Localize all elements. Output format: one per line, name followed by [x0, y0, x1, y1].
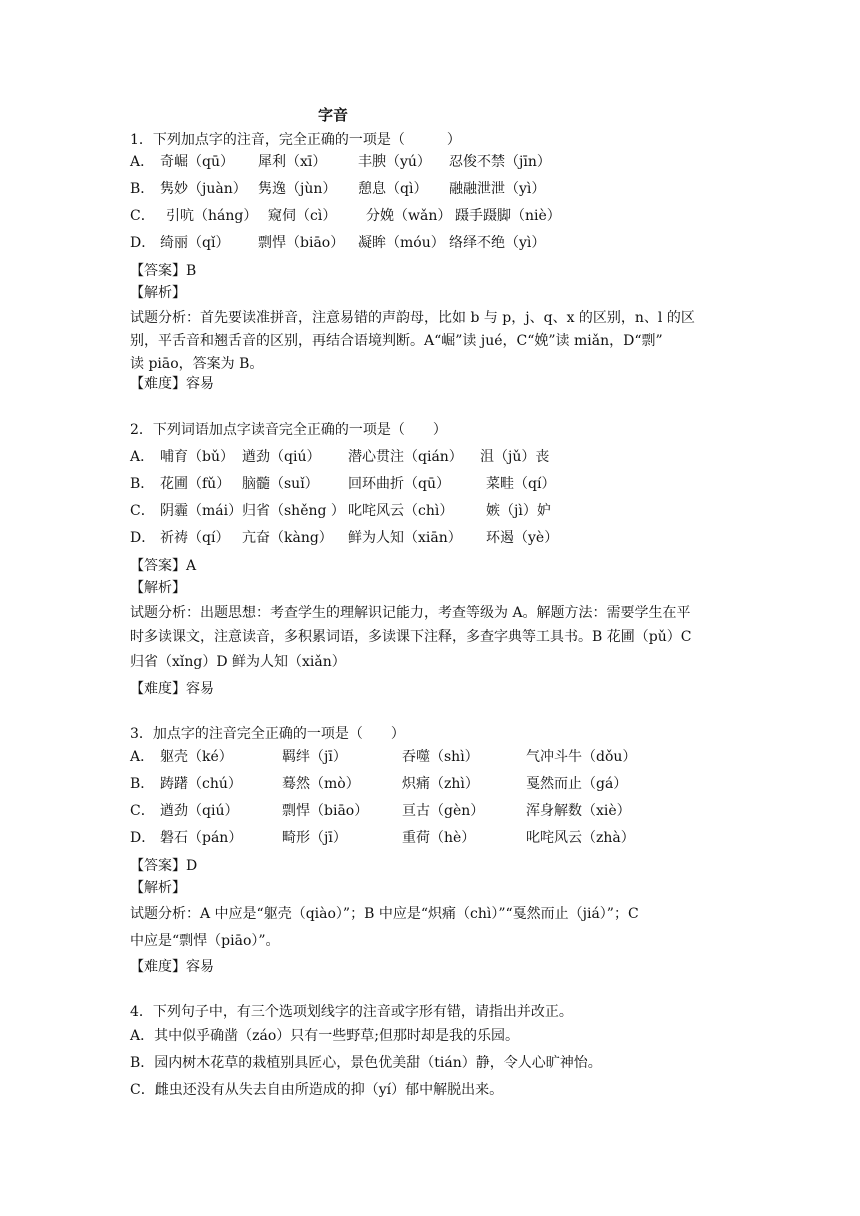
- q3-analysis-line: 试题分析：A 中应是“躯壳（qiào）”；B 中应是“炽痛（chì）”“戛然而止（jiá）”；C: [130, 906, 639, 922]
- q4-line: C．雌虫还没有从失去自由所造成的抑（yí）郁中解脱出来。: [130, 1082, 504, 1098]
- q3-answer: 【答案】D: [130, 858, 198, 874]
- q1-option-b: [130, 180, 730, 198]
- option-label: A．: [130, 449, 155, 465]
- q2-stem: 2．下列词语加点字读音完全正确的一项是（ ）: [130, 422, 447, 438]
- option-label: D．: [130, 530, 156, 546]
- option-item: 亘古（gèn）: [402, 803, 485, 819]
- option-label: A．: [130, 154, 155, 170]
- option-item: 绮丽（qǐ）: [160, 235, 230, 251]
- q3-stem: 3．加点字的注音完全正确的一项是（ ）: [130, 726, 405, 742]
- q2-analysis-line: 试题分析：出题思想：考查学生的理解识记能力，考查等级为 A。解题方法：需要学生在平: [130, 605, 691, 621]
- q2-answer: 【答案】A: [130, 558, 197, 574]
- page-title: 字音: [318, 106, 349, 124]
- option-item: 隽逸（jùn）: [258, 181, 337, 197]
- option-label: B．: [130, 476, 155, 492]
- option-item: 磐石（pán）: [160, 830, 243, 846]
- option-item: 凝眸（móu）: [358, 235, 445, 251]
- option-item: 窥伺（cì）: [268, 208, 337, 224]
- option-label: A．: [130, 749, 155, 765]
- option-item: 融融泄泄（yì）: [449, 181, 546, 197]
- q1-option-c: [130, 207, 730, 225]
- option-item: 浑身解数（xiè）: [526, 803, 631, 819]
- q1-analysis-line: 试题分析：首先要读准拼音，注意易错的声韵母，比如 b 与 p，j、q、x 的区别，n、l 的区: [130, 310, 695, 326]
- option-item: 隽妙（juàn）: [160, 181, 247, 197]
- option-item: 嫉（jì）妒: [486, 503, 551, 519]
- option-item: 躯壳（ké）: [160, 749, 233, 765]
- option-item: 分娩（wǎn）: [366, 208, 452, 224]
- option-item: 引吭（háng）: [166, 208, 258, 224]
- option-item: 重荷（hè）: [402, 830, 476, 846]
- option-item: 奇崛（qū）: [160, 154, 234, 170]
- option-label: B．: [130, 776, 155, 792]
- option-item: 回环曲折（qū）: [348, 476, 450, 492]
- option-item: 犀利（xī）: [258, 154, 327, 170]
- option-item: 环遏（yè）: [486, 530, 559, 546]
- q2-option-d: [130, 529, 730, 547]
- option-label: D．: [130, 235, 156, 251]
- q2-option-c: [130, 502, 730, 520]
- option-item: 气冲斗牛（dǒu）: [526, 749, 637, 765]
- option-item: 剽悍（biāo）: [282, 803, 369, 819]
- option-item: 蓦然（mò）: [282, 776, 360, 792]
- q1-difficulty: 【难度】容易: [130, 376, 214, 392]
- option-item: 归省（shěng ）: [242, 503, 345, 519]
- q1-analysis-head: 【解析】: [130, 285, 186, 301]
- q3-analysis-line: 中应是“剽悍（piāo）”。: [130, 933, 280, 949]
- q2-analysis-head: 【解析】: [130, 580, 186, 596]
- option-item: 遒劲（qiú）: [160, 803, 239, 819]
- q2-option-a: [130, 448, 730, 466]
- option-label: C．: [130, 803, 155, 819]
- q4-line: A．其中似乎确凿（záo）只有一些野草;但那时却是我的乐园。: [130, 1028, 519, 1044]
- option-item: 憩息（qì）: [358, 181, 428, 197]
- q3-option-c: [130, 802, 730, 820]
- q3-option-a: [130, 748, 730, 766]
- q1-option-a: [130, 153, 730, 171]
- option-item: 花圃（fǔ）: [160, 476, 231, 492]
- q1-analysis-line: 别，平舌音和翘舌音的区别，再结合语境判断。A“崛”读 jué，C“娩”读 miǎn，D“剽”: [130, 333, 663, 349]
- q3-option-d: [130, 829, 730, 847]
- q4-line: B．园内树木花草的栽植别具匠心，景色优美甜（tián）静，令人心旷神怡。: [130, 1055, 602, 1071]
- q1-stem: 1．下列加点字的注音，完全正确的一项是（ ）: [130, 132, 461, 148]
- option-item: 哺育（bǔ）: [160, 449, 234, 465]
- option-item: 脑髓（suǐ）: [242, 476, 319, 492]
- q4-stem: 4．下列句子中，有三个选项划线字的注音或字形有错，请指出并改正。: [130, 1004, 573, 1020]
- option-item: 蹑手蹑脚（niè）: [455, 208, 561, 224]
- option-label: D．: [130, 830, 156, 846]
- option-item: 祈祷（qí）: [160, 530, 230, 546]
- q1-analysis-line: 读 piāo，答案为 B。: [130, 356, 264, 372]
- q2-analysis-line: 时多读课文，注意读音，多积累词语，多读课下注释，多查字典等工具书。B 花圃（pǔ）C: [130, 629, 692, 645]
- option-item: 潜心贯注（qián）: [348, 449, 463, 465]
- option-item: 沮（jǔ）丧: [480, 449, 550, 465]
- q3-option-b: [130, 775, 730, 793]
- option-item: 踌躇（chú）: [160, 776, 242, 792]
- option-item: 亢奋（kàng）: [242, 530, 333, 546]
- option-item: 络绎不绝（yì）: [449, 235, 546, 251]
- option-item: 畸形（jī）: [282, 830, 347, 846]
- option-item: 丰腴（yú）: [358, 154, 431, 170]
- option-item: 叱咤风云（chì）: [348, 503, 454, 519]
- option-item: 忍俊不禁（jīn）: [449, 154, 551, 170]
- q3-analysis-head: 【解析】: [130, 880, 186, 896]
- option-item: 剽悍（biāo）: [258, 235, 345, 251]
- q2-difficulty: 【难度】容易: [130, 681, 214, 697]
- q3-difficulty: 【难度】容易: [130, 959, 214, 975]
- option-item: 羁绊（jī）: [282, 749, 347, 765]
- option-item: 菜畦（qí）: [486, 476, 556, 492]
- q2-option-b: [130, 475, 730, 493]
- option-label: C．: [130, 503, 155, 519]
- option-item: 遒劲（qiú）: [242, 449, 321, 465]
- option-item: 叱咤风云（zhà）: [526, 830, 635, 846]
- option-item: 鲜为人知（xiān）: [348, 530, 462, 546]
- option-item: 阴霾（mái）: [160, 503, 243, 519]
- option-item: 炽痛（zhì）: [402, 776, 479, 792]
- option-item: 吞噬（shì）: [402, 749, 479, 765]
- option-label: C．: [130, 208, 155, 224]
- q1-answer: 【答案】B: [130, 263, 197, 279]
- q2-analysis-line: 归省（xǐng）D 鲜为人知（xiǎn）: [130, 654, 346, 670]
- option-item: 戛然而止（gá）: [526, 776, 628, 792]
- option-label: B．: [130, 181, 155, 197]
- q1-option-d: [130, 234, 730, 252]
